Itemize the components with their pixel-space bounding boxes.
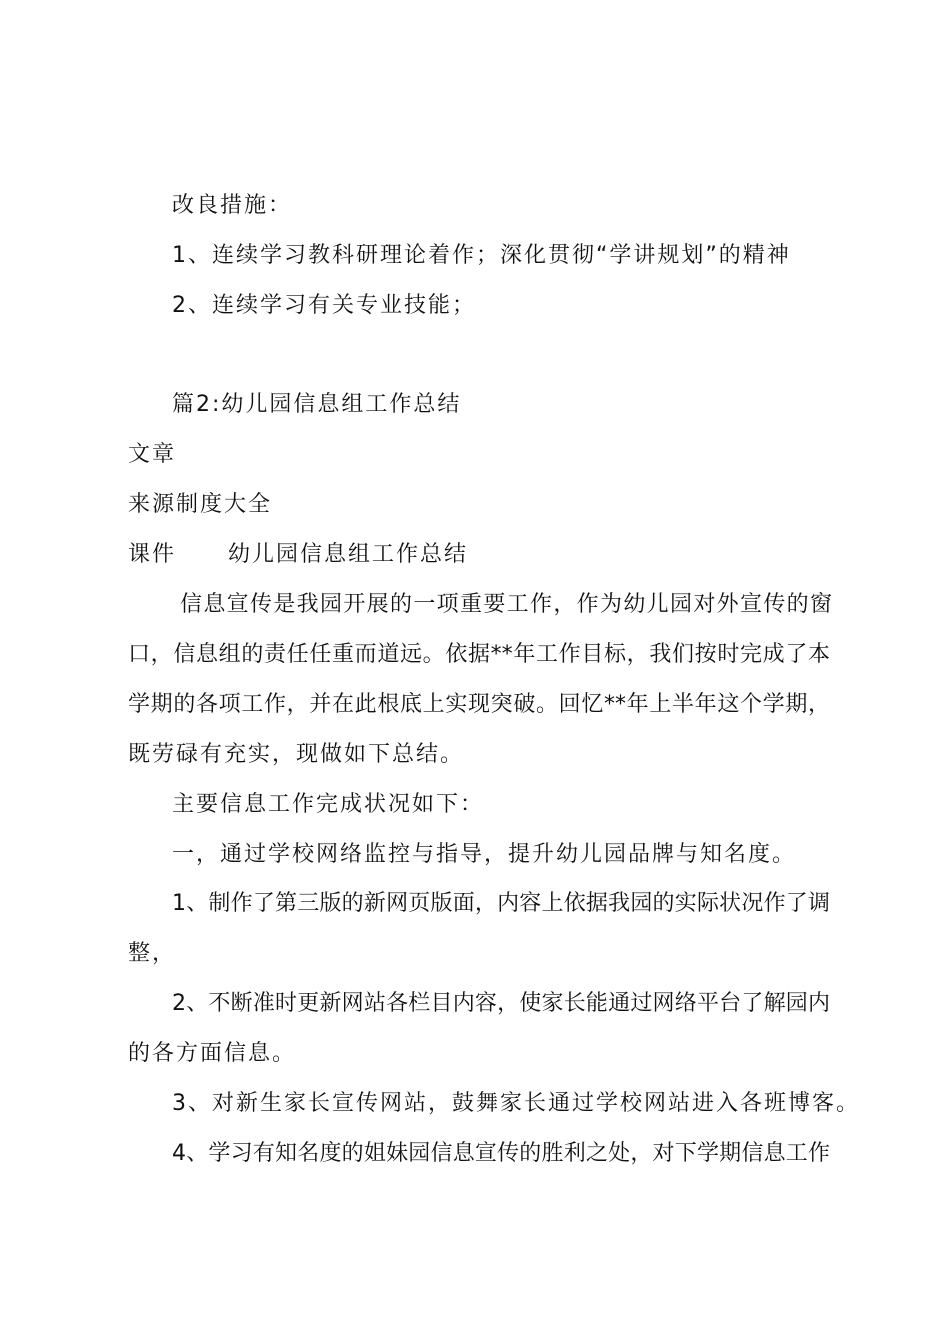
section-1-heading: 一，通过学校网络监控与指导，提升幼儿园品牌与知名度。 [172, 842, 797, 867]
course-line [128, 540, 468, 570]
source-line-1: 文章 [128, 442, 177, 467]
item-1-line-2: 整， [128, 941, 177, 966]
intro-line-2: 口，信息组的责任任重而道远。依据**年工作目标，我们按时完成了本 [128, 642, 830, 667]
course-label: 课件 [128, 542, 177, 567]
source-line-2: 来源制度大全 [128, 492, 273, 517]
improvement-heading: 改良措施： [172, 193, 293, 218]
intro-line-1: 信息宣传是我园开展的一项重要工作，作为幼儿园对外宣传的窗 [180, 592, 832, 617]
item-4-line-1: 4、学习有知名度的姐妹园信息宣传的胜利之处，对下学期信息工作 [172, 1141, 830, 1166]
improvement-item-1: 1、连续学习教科研理论着作；深化贯彻“学讲规划”的精神 [172, 243, 791, 268]
item-2-line-1: 2、不断准时更新网站各栏目内容，使家长能通过网络平台了解园内 [172, 991, 830, 1016]
improvement-item-2: 2、连续学习有关专业技能； [172, 293, 476, 318]
article-title: 篇2:幼儿园信息组工作总结 [172, 392, 462, 417]
intro-line-3: 学期的各项工作，并在此根底上实现突破。回忆**年上半年这个学期， [128, 692, 830, 717]
item-2-line-2: 的各方面信息。 [128, 1041, 297, 1066]
intro-line-4: 既劳碌有充实，现做如下总结。 [128, 742, 465, 767]
summary-heading: 主要信息工作完成状况如下： [172, 792, 485, 817]
item-1-line-1: 1、制作了第三版的新网页版面，内容上依据我园的实际状况作了调 [172, 891, 830, 916]
course-title: 幼儿园信息组工作总结 [228, 542, 469, 567]
item-3: 3、对新生家长宣传网站，鼓舞家长通过学校网站进入各班博客。 [172, 1091, 860, 1116]
